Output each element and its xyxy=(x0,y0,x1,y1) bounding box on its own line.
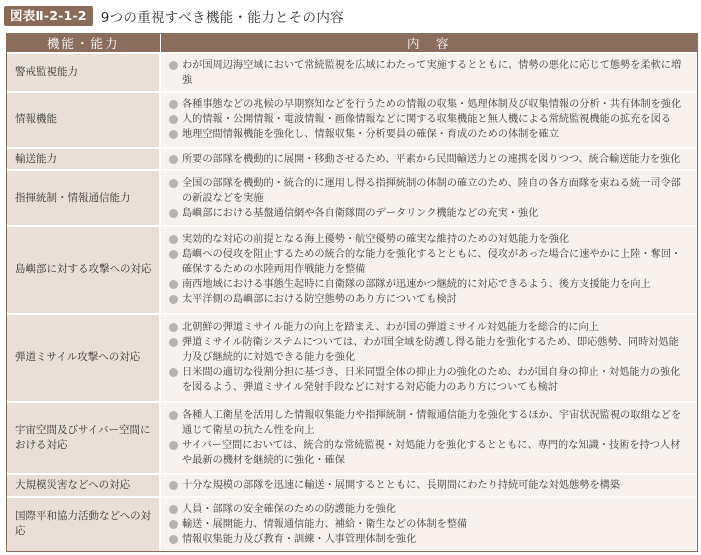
content-item-text: 実効的な対応の前提となる海上優勢・航空優勢の確実な維持のための対処能力を強化 xyxy=(182,234,570,246)
bullet-icon xyxy=(169,535,178,544)
content-item-text: 太平洋側の島嶼部における防空態勢のあり方についても検討 xyxy=(182,294,457,306)
bullet-icon xyxy=(169,368,178,377)
capability-name: 情報機能 xyxy=(7,92,160,147)
table-row xyxy=(7,53,697,92)
capability-name: 輸送能力 xyxy=(7,148,160,171)
capability-name: 弾道ミサイル攻撃への対応 xyxy=(7,314,160,402)
content-item xyxy=(169,292,689,307)
capability-content xyxy=(160,148,697,171)
bullet-icon xyxy=(169,61,178,70)
content-item xyxy=(169,58,689,88)
table-row xyxy=(7,497,697,551)
bullet-icon xyxy=(169,115,178,124)
content-item xyxy=(169,478,689,493)
content-item xyxy=(169,152,689,167)
bullet-icon xyxy=(169,209,178,218)
content-item-text: わが国周辺海空域において常続監視を広域にわたって実施するとともに、情勢の悪化に応じて態勢を柔軟に増強 xyxy=(182,59,682,86)
bullet-icon xyxy=(169,235,178,244)
capability-name: 島嶼部に対する攻撃への対応 xyxy=(7,226,160,314)
capability-content xyxy=(160,92,697,147)
figure-title: 9つの重視すべき機能・能力とその内容 xyxy=(100,10,344,26)
content-item xyxy=(169,320,689,335)
bullet-icon xyxy=(169,280,178,289)
content-item-text: 南西地域における事態生起時に自衛隊の部隊が迅速かつ継続的に対応できるよう、後方支援能力を向上 xyxy=(182,279,651,291)
content-item-text: 各種事態などの兆候の早期察知などを行うための情報の収集・処理体制及び収集情報の分析・共有体制を強化 xyxy=(182,99,682,111)
bullet-icon xyxy=(169,100,178,109)
content-item-text: 全国の部隊を機動的・統合的に運用し得る指揮統制の体制の確立のため、陸自の各方面隊を束ねる統一司令部の新設などを実施 xyxy=(182,177,681,204)
capabilities-table xyxy=(6,33,698,552)
capability-name: 大規模災害などへの対応 xyxy=(7,474,160,497)
content-item xyxy=(169,112,689,127)
content-item xyxy=(169,532,689,547)
content-item-text: 弾道ミサイル防衛システムについては、わが国全域を防護し得る能力を強化するため、即応態勢、同時対処能力及び継続的に対処できる能力を強化 xyxy=(182,337,679,364)
bullet-icon xyxy=(169,520,178,529)
table-row xyxy=(7,92,697,147)
table-row xyxy=(7,402,697,474)
content-item-text: 人的情報・公開情報・電波情報・画像情報などに関する収集機能と無人機による常続監視機能の拡充を図る xyxy=(182,114,671,126)
bullet-icon xyxy=(169,505,178,514)
bullet-icon xyxy=(169,323,178,332)
bullet-icon xyxy=(169,295,178,304)
capability-content xyxy=(160,170,697,225)
content-item-text: 輸送・展開能力、情報通信能力、補給・衛生などの体制を整備 xyxy=(182,518,468,530)
bullet-icon xyxy=(169,179,178,188)
bullet-icon xyxy=(169,338,178,347)
content-item-text: 北朝鮮の弾道ミサイル能力の向上を踏まえ、わが国の弾道ミサイル対処能力を総合的に向上 xyxy=(182,322,599,334)
content-item xyxy=(169,438,689,468)
content-item-text: 日米間の適切な役割分担に基づき、日米同盟全体の抑止力の強化のため、わが国自身の抑止・対処能力の強化を図るよう、弾道ミサイル発射手段などに対する対応能力のあり方についても検討 xyxy=(182,367,681,394)
content-item-text: 島嶼部における基盤通信網や各自衛隊間のデータリンク機能などの充実・強化 xyxy=(182,207,539,219)
table xyxy=(7,34,697,551)
table-row xyxy=(7,148,697,171)
content-item xyxy=(169,277,689,292)
table-body xyxy=(7,53,697,551)
figure-header xyxy=(4,5,344,27)
capability-content xyxy=(160,497,697,551)
capability-content xyxy=(160,314,697,402)
capability-name: 警戒監視能力 xyxy=(7,53,160,92)
table-row xyxy=(7,314,697,402)
content-item xyxy=(169,365,689,395)
bullet-icon xyxy=(169,481,178,490)
content-item-text: 十分な規模の部隊を迅速に輸送・展開するとともに、長期間にわたり持続可能な対処態勢を構築 xyxy=(182,479,621,491)
content-item-text: 島嶼への侵攻を阻止するための統合的な能力を強化するとともに、侵攻があった場合に速やかに上陸・奪回・確保するための水陸両用作戦能力を整備 xyxy=(182,249,682,276)
content-item-text: 情報収集能力及び教育・訓練・人事管理体制を強化 xyxy=(182,533,417,545)
content-item xyxy=(169,206,689,221)
content-item-text: 所要の部隊を機動的に展開・移動させるため、平素から民間輸送力との連携を図りつつ、統合輸送能力を強化 xyxy=(182,153,681,165)
header-content: 内 容 xyxy=(160,34,697,53)
capability-name: 宇宙空間及びサイバー空間における対応 xyxy=(7,402,160,474)
bullet-icon xyxy=(169,441,178,450)
capability-content xyxy=(160,474,697,497)
capability-content xyxy=(160,402,697,474)
content-item xyxy=(169,97,689,112)
bullet-icon xyxy=(169,250,178,259)
content-item-text: 各種人工衛星を活用した情報収集能力や指揮統制・情報通信能力を強化するほか、宇宙状況監視の取組などを通じて衛星の抗たん性を向上 xyxy=(182,409,682,436)
capability-name: 指揮統制・情報通信能力 xyxy=(7,170,160,225)
table-header-row xyxy=(7,34,697,53)
content-item xyxy=(169,517,689,532)
content-item-text: サイバー空間においては、統合的な常続監視・対処能力を強化するとともに、専門的な知識・技術を持つ人材や最新の機材を継続的に強化・確保 xyxy=(182,439,681,466)
bullet-icon xyxy=(169,411,178,420)
capability-content xyxy=(160,226,697,314)
content-item xyxy=(169,408,689,438)
figure-label: 図表Ⅱ-2-1-2 xyxy=(4,6,93,26)
content-item xyxy=(169,502,689,517)
capability-content xyxy=(160,53,697,92)
table-row xyxy=(7,226,697,314)
table-row xyxy=(7,474,697,497)
content-item xyxy=(169,176,689,206)
content-item-text: 人員・部隊の安全確保のための防護能力を強化 xyxy=(182,503,396,515)
header-capability: 機能・能力 xyxy=(7,34,160,53)
content-item xyxy=(169,127,689,142)
capability-name: 国際平和協力活動などへの対応 xyxy=(7,497,160,551)
content-item xyxy=(169,232,689,247)
content-item-text: 地理空間情報機能を強化し、情報収集・分析要員の確保・育成のための体制を確立 xyxy=(182,129,559,141)
bullet-icon xyxy=(169,155,178,164)
bullet-icon xyxy=(169,130,178,139)
content-item xyxy=(169,335,689,365)
content-item xyxy=(169,247,689,277)
table-row xyxy=(7,170,697,225)
